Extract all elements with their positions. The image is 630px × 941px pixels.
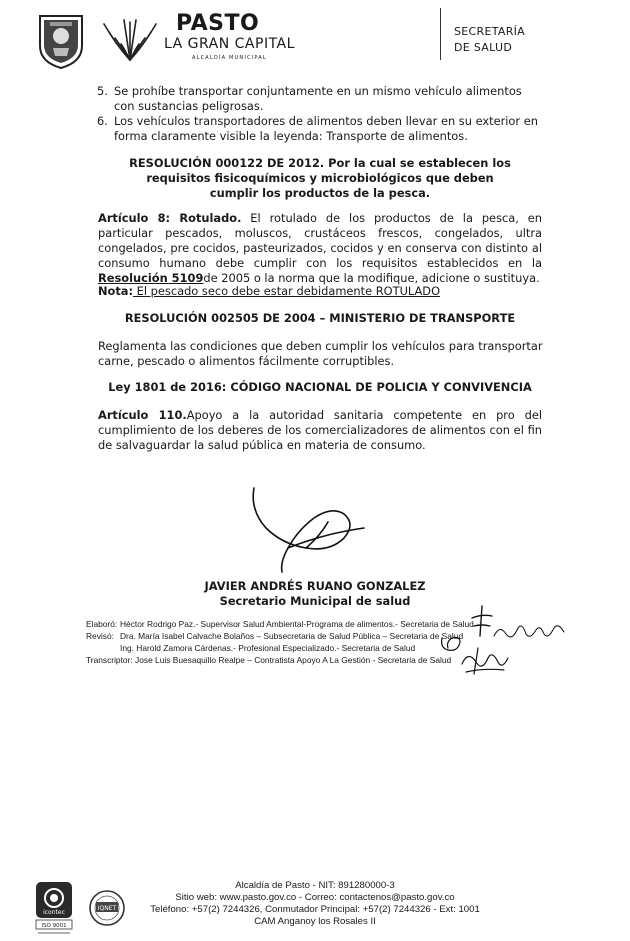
list-text: Se prohíbe transportar conjuntamente en un mismo vehículo alimentos con sustancias peligrosas. [114,84,522,113]
footer-line: Sitio web: www.pasto.gov.co - Correo: contactenos@pasto.gov.co [175,892,455,903]
credit-label: Revisó: [86,631,114,641]
brand-wings-icon [101,16,159,64]
resolution-5109-link: Resolución 5109 [98,271,204,285]
note-label: Nota: [98,284,134,298]
article-8-text-end: de 2005 o la norma que la modifique, adicione o sustituya. [203,271,540,285]
credit-text: Ing. Harold Zamora Cárdenas.- Profesional Especializado.- Secretaria de Salud [120,643,416,653]
brand-line3: ALCALDÍA MUNICIPAL [192,55,267,61]
list-item [97,114,541,143]
footer-line: Alcaldía de Pasto - NIT: 891280000-3 [235,880,395,891]
signer-role: Secretario Municipal de salud [219,594,411,608]
credit-label: Transcriptor: [86,655,133,665]
list-number: 5. [97,84,108,98]
resolution-2505-title: RESOLUCIÓN 002505 DE 2004 – MINISTERIO DE TRANSPORTE [124,311,516,325]
article-8 [98,211,542,286]
article-110-label: Artículo 110. [98,408,187,422]
prohibitions-list [97,84,541,143]
credit-text: Dra. María Isabel Calvache Bolaños – Subsecretaria de Salud Pública – Secretaria de Salud [120,631,464,641]
credit-row [86,642,474,654]
resolution-122-title: RESOLUCIÓN 000122 DE 2012. Por la cual se establecen los requisitos fisicoquímicos y microbiológicos que deben cumplir los productos de la pesca. [129,156,511,200]
credit-text: Héctor Rodrigo Paz.- Supervisor Salud Ambiental-Programa de alimentos.- Secretaria de Salud [120,619,474,629]
brand-line1: PASTO [176,11,260,36]
list-item [97,84,541,113]
page-footer [0,880,630,928]
signer-name: JAVIER ANDRÉS RUANO GONZALEZ [204,579,426,593]
department-label [454,24,525,56]
note-text: El pescado seco debe estar debidamente ROTULADO [133,284,441,298]
footer-line: CAM Anganoy los Rosales II [254,916,376,927]
dept-line1: SECRETARÍA [454,25,526,38]
initials-signature [492,620,568,642]
brand-line2: LA GRAN CAPITAL [164,36,295,52]
credit-label: Elaboró: [86,619,118,629]
icontec-label: icontec [43,909,65,916]
article-110-text: Apoyo a la autoridad sanitaria competente en pro del cumplimiento de los deberes de los comercializadores de alimentos con el fin de salvaguardar la salud pública en materia de consumo. [98,408,542,452]
credit-row [86,618,474,630]
credit-text: Jose Luis Buesaquillo Realpe – Contratista Apoyo A La Gestión - Secretaria de Salud [135,655,452,665]
credit-row [86,654,474,666]
handwritten-signature [248,470,368,576]
list-text: Los vehículos transportadores de alimentos deben llevar en su exterior en forma claramente visible la leyenda: Transporte de alimentos. [114,114,538,143]
article-8-label: Artículo 8: Rotulado. [98,211,242,225]
municipal-seal-icon [36,12,86,70]
dept-line2: DE SALUD [454,41,513,54]
initials-signature [458,644,512,678]
note [98,284,542,299]
resolution-2505-text: Reglamenta las condiciones que deben cumplir los vehículos para transportar carne, pescado o alimentos fácilmente corruptibles. [98,339,543,368]
document-credits [86,618,474,666]
list-number: 6. [97,114,108,129]
iso-label: ISO 9001 [41,923,67,929]
brand-logo [164,12,299,61]
iqnet-label: IQNET [97,905,117,912]
footer-line: Teléfono: +57(2) 7244326, Conmutador Principal: +57(2) 7244326 - Ext: 1001 [150,904,480,915]
article-8-text: El rotulado de los productos de la pesca, en particular pescados, moluscos, crustáceos frescos, congelados, ultra congelados, pre cocidos, pasteurizados, cocidos y en conserva con distinto al consumo humano debe cumplir con los requisitos establecidos en la [98,211,542,270]
article-110 [98,408,542,453]
ley-1801-title: Ley 1801 de 2016: CÓDIGO NACIONAL DE POLICIA Y CONVIVENCIA [108,380,532,394]
credit-row [86,630,474,642]
header-divider [440,8,441,60]
